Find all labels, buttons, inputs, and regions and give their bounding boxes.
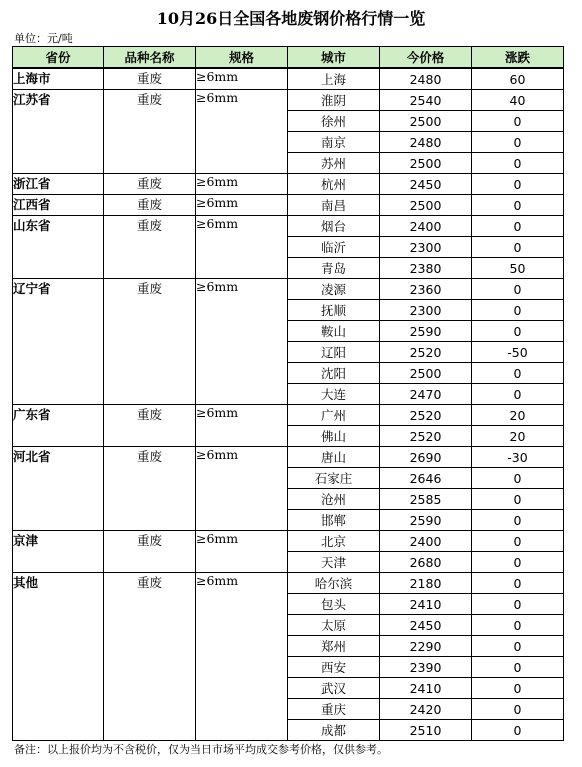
spec-cell: ≥6mm: [196, 195, 288, 216]
city-cell: 天津: [288, 552, 380, 573]
city-cell: 佛山: [288, 426, 380, 447]
spec-cell: ≥6mm: [196, 573, 288, 741]
page-title: 10月26日全国各地废钢价格行情一览: [156, 9, 426, 28]
province-cell: 江苏省: [13, 90, 104, 174]
city-cell: 郑州: [288, 636, 380, 657]
city-cell: 包头: [288, 594, 380, 615]
table-body: [13, 68, 564, 741]
price-cell: 2500: [380, 153, 472, 174]
price-cell: 2360: [380, 279, 472, 300]
change-cell: -50: [472, 342, 564, 363]
spec-cell: ≥6mm: [196, 405, 288, 447]
variety-cell: 重废: [104, 174, 196, 195]
header-province: 省份: [13, 47, 104, 69]
price-cell: 2520: [380, 426, 472, 447]
header-city: 城市: [288, 47, 380, 69]
price-cell: 2480: [380, 132, 472, 153]
spec-cell: ≥6mm: [196, 279, 288, 405]
variety-cell: 重废: [104, 195, 196, 216]
table-row: [13, 216, 564, 237]
price-cell: 2410: [380, 594, 472, 615]
table-row: [13, 279, 564, 300]
price-cell: 2520: [380, 342, 472, 363]
change-cell: 0: [472, 174, 564, 195]
change-cell: 0: [472, 636, 564, 657]
price-cell: 2520: [380, 405, 472, 426]
change-cell: 0: [472, 531, 564, 552]
city-cell: 临沂: [288, 237, 380, 258]
change-cell: 0: [472, 720, 564, 741]
table-row: [13, 573, 564, 594]
spec-cell: ≥6mm: [196, 68, 288, 90]
change-cell: 0: [472, 384, 564, 405]
change-cell: 0: [472, 657, 564, 678]
change-cell: 0: [472, 489, 564, 510]
city-cell: 唐山: [288, 447, 380, 468]
change-cell: 20: [472, 405, 564, 426]
city-cell: 烟台: [288, 216, 380, 237]
change-cell: 60: [472, 68, 564, 90]
price-cell: 2590: [380, 510, 472, 531]
change-cell: 0: [472, 510, 564, 531]
price-cell: 2450: [380, 174, 472, 195]
city-cell: 抚顺: [288, 300, 380, 321]
city-cell: 沧州: [288, 489, 380, 510]
variety-cell: 重废: [104, 405, 196, 447]
spec-cell: ≥6mm: [196, 174, 288, 195]
change-cell: 0: [472, 195, 564, 216]
footnote: 备注：以上报价均为不含税价，仅为当日市场平均成交参考价格，仅供参考。: [14, 743, 388, 756]
header-spec: 规格: [196, 47, 288, 69]
price-cell: 2500: [380, 111, 472, 132]
price-cell: 2450: [380, 615, 472, 636]
variety-cell: 重废: [104, 216, 196, 279]
city-cell: 大连: [288, 384, 380, 405]
price-cell: 2480: [380, 68, 472, 90]
variety-cell: 重废: [104, 447, 196, 531]
table-row: [13, 90, 564, 111]
city-cell: 重庆: [288, 699, 380, 720]
price-cell: 2585: [380, 489, 472, 510]
change-cell: 0: [472, 615, 564, 636]
table-row: [13, 174, 564, 195]
price-cell: 2590: [380, 321, 472, 342]
price-cell: 2400: [380, 216, 472, 237]
unit-label: 单位：元/吨: [14, 32, 73, 45]
variety-cell: 重废: [104, 90, 196, 174]
price-cell: 2410: [380, 678, 472, 699]
province-cell: 浙江省: [13, 174, 104, 195]
variety-cell: 重废: [104, 531, 196, 573]
price-cell: 2680: [380, 552, 472, 573]
change-cell: 0: [472, 279, 564, 300]
province-cell: 广东省: [13, 405, 104, 447]
change-cell: 0: [472, 468, 564, 489]
city-cell: 青岛: [288, 258, 380, 279]
change-cell: 0: [472, 699, 564, 720]
change-cell: 0: [472, 573, 564, 594]
change-cell: 50: [472, 258, 564, 279]
change-cell: 0: [472, 111, 564, 132]
change-cell: 0: [472, 321, 564, 342]
province-cell: 其他: [13, 573, 104, 741]
city-cell: 哈尔滨: [288, 573, 380, 594]
city-cell: 杭州: [288, 174, 380, 195]
change-cell: 0: [472, 363, 564, 384]
spec-cell: ≥6mm: [196, 447, 288, 531]
city-cell: 淮阴: [288, 90, 380, 111]
spec-cell: ≥6mm: [196, 531, 288, 573]
change-cell: 20: [472, 426, 564, 447]
price-cell: 2690: [380, 447, 472, 468]
price-cell: 2300: [380, 237, 472, 258]
change-cell: 0: [472, 153, 564, 174]
city-cell: 辽阳: [288, 342, 380, 363]
province-cell: 辽宁省: [13, 279, 104, 405]
city-cell: 成都: [288, 720, 380, 741]
city-cell: 太原: [288, 615, 380, 636]
price-cell: 2500: [380, 363, 472, 384]
price-cell: 2510: [380, 720, 472, 741]
city-cell: 沈阳: [288, 363, 380, 384]
change-cell: 0: [472, 300, 564, 321]
price-cell: 2646: [380, 468, 472, 489]
province-cell: 河北省: [13, 447, 104, 531]
spec-cell: ≥6mm: [196, 216, 288, 279]
change-cell: 0: [472, 216, 564, 237]
price-cell: 2500: [380, 195, 472, 216]
price-cell: 2380: [380, 258, 472, 279]
table-row: [13, 531, 564, 552]
change-cell: 0: [472, 552, 564, 573]
city-cell: 广州: [288, 405, 380, 426]
spec-cell: ≥6mm: [196, 90, 288, 174]
price-cell: 2540: [380, 90, 472, 111]
province-cell: 京津: [13, 531, 104, 573]
change-cell: 40: [472, 90, 564, 111]
city-cell: 徐州: [288, 111, 380, 132]
price-cell: 2290: [380, 636, 472, 657]
city-cell: 南京: [288, 132, 380, 153]
change-cell: 0: [472, 237, 564, 258]
province-cell: 山东省: [13, 216, 104, 279]
table-row: [13, 405, 564, 426]
table-row: [13, 68, 564, 90]
table-row: [13, 195, 564, 216]
header-price: 今价格: [380, 47, 472, 69]
price-cell: 2180: [380, 573, 472, 594]
variety-cell: 重废: [104, 573, 196, 741]
price-cell: 2390: [380, 657, 472, 678]
variety-cell: 重废: [104, 279, 196, 405]
city-cell: 上海: [288, 68, 380, 90]
change-cell: 0: [472, 678, 564, 699]
price-cell: 2300: [380, 300, 472, 321]
price-cell: 2470: [380, 384, 472, 405]
change-cell: 0: [472, 594, 564, 615]
price-cell: 2400: [380, 531, 472, 552]
variety-cell: 重废: [104, 68, 196, 90]
price-cell: 2420: [380, 699, 472, 720]
city-cell: 北京: [288, 531, 380, 552]
city-cell: 凌源: [288, 279, 380, 300]
province-cell: 江西省: [13, 195, 104, 216]
price-table: [12, 46, 564, 741]
city-cell: 鞍山: [288, 321, 380, 342]
city-cell: 武汉: [288, 678, 380, 699]
header-variety: 品种名称: [104, 47, 196, 69]
province-cell: 上海市: [13, 68, 104, 90]
change-cell: -30: [472, 447, 564, 468]
city-cell: 石家庄: [288, 468, 380, 489]
city-cell: 苏州: [288, 153, 380, 174]
city-cell: 西安: [288, 657, 380, 678]
table-header-row: [13, 47, 564, 69]
header-change: 涨跌: [472, 47, 564, 69]
table-row: [13, 447, 564, 468]
city-cell: 南昌: [288, 195, 380, 216]
change-cell: 0: [472, 132, 564, 153]
city-cell: 邯郸: [288, 510, 380, 531]
